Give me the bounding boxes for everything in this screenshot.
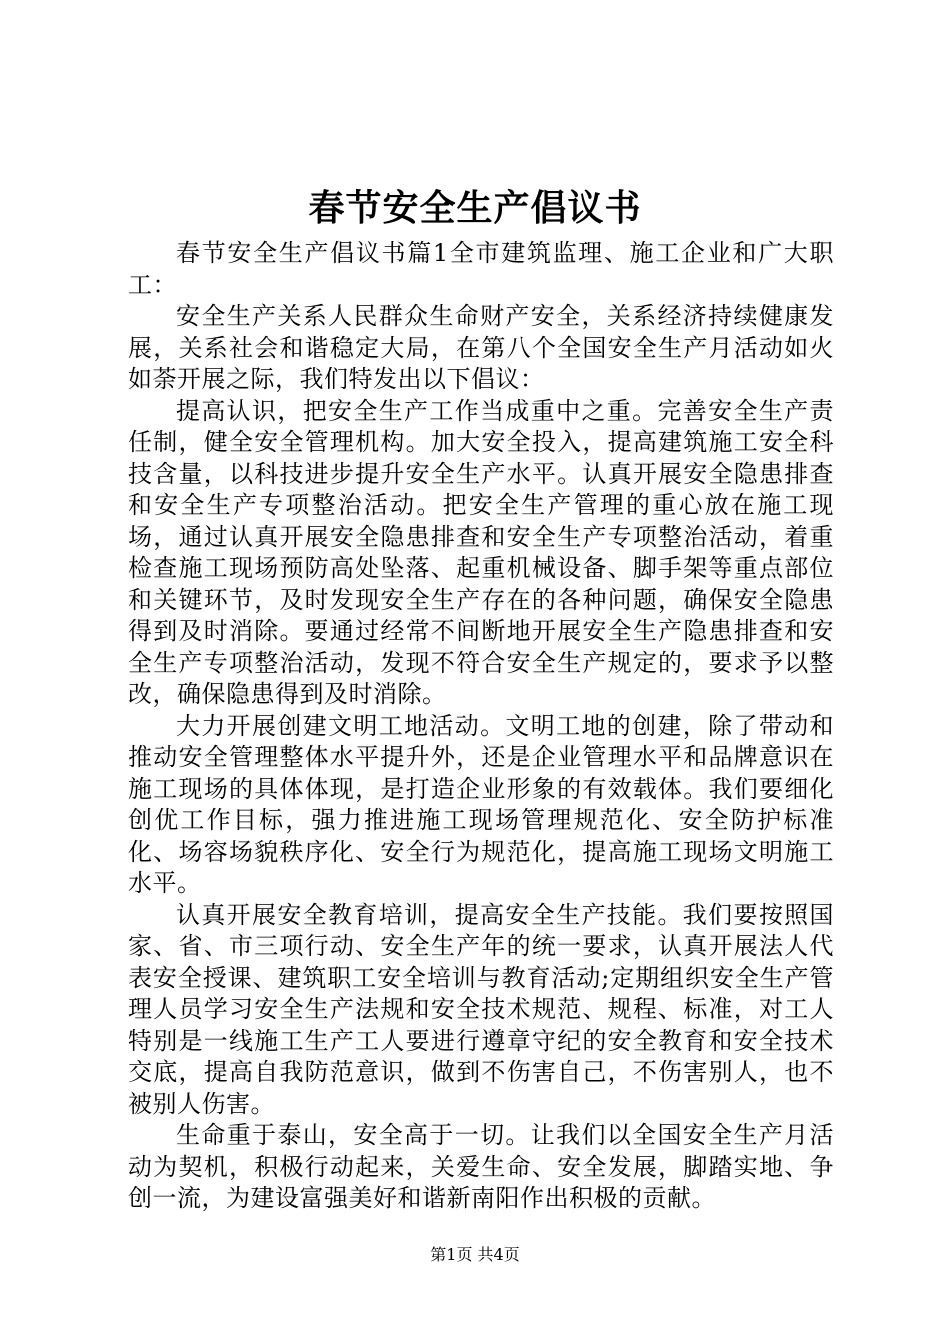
paragraph-awareness: 提高认识，把安全生产工作当成重中之重。完善安全生产责任制，健全安全管理机构。加大安全投入，提高建筑施工安全科技含量，以科技进步提升安全生产水平。认真开展安全隐患排查和安全生产专项整治活动。把安全生产管理的重心放在施工现场，通过认真开展安全隐患排查和安全生产专项整治活动，着重检查施工现场预防高处坠落、起重机械设备、脚手架等重点部位和关键环节，及时发现安全生产存在的各种问题，确保安全隐患得到及时消除。要通过经常不间断地开展安全生产隐患排查和安全生产专项整治活动，发现不符合安全生产规定的，要求予以整改，确保隐患得到及时消除。 [128,396,834,708]
paragraph-intro: 安全生产关系人民群众生命财产安全，关系经济持续健康发展，关系社会和谐稳定大局，在第八个全国安全生产月活动如火如荼开展之际，我们特发出以下倡议： [128,302,834,393]
document-body [128,238,834,1215]
paragraph-civilized-site: 大力开展创建文明工地活动。文明工地的创建，除了带动和推动安全管理整体水平提升外，还是企业管理水平和品牌意识在施工现场的具体体现，是打造企业形象的有效载体。我们要细化创优工作目标，强力推进施工现场管理规范化、安全防护标准化、场容场貌秩序化、安全行为规范化，提高施工现场文明施工水平。 [128,711,834,897]
document-title: 春节安全生产倡议书 [308,187,642,229]
paragraph-closing: 生命重于泰山，安全高于一切。让我们以全国安全生产月活动为契机，积极行动起来，关爱生命、安全发展，脚踏实地、争创一流，为建设富强美好和谐新南阳作出积极的贡献。 [128,1121,834,1212]
page-number-footer: 第1页 共4页 [430,1245,520,1264]
paragraph-greeting: 春节安全生产倡议书篇1全市建筑监理、施工企业和广大职工： [128,239,834,299]
paragraph-safety-training: 认真开展安全教育培训，提高安全生产技能。我们要按照国家、省、市三项行动、安全生产年的统一要求，认真开展法人代表安全授课、建筑职工安全培训与教育活动;定期组织安全生产管理人员学习安全生产法规和安全技术规范、规程、标准，对工人特别是一线施工生产工人要进行遵章守纪的安全教育和安全技术交底，提高自我防范意识，做到不伤害自己，不伤害别人，也不被别人伤害。 [128,900,834,1118]
